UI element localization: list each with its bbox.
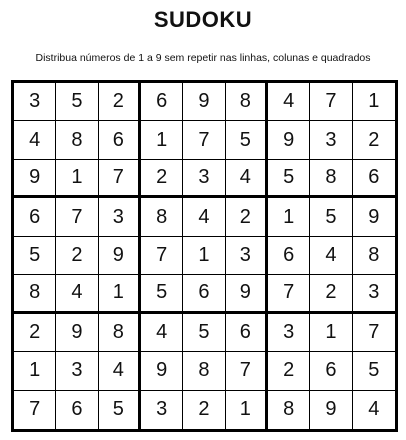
- sudoku-cell[interactable]: 6: [14, 198, 56, 236]
- sudoku-cell[interactable]: 6: [183, 275, 225, 313]
- sudoku-cell[interactable]: 9: [99, 237, 141, 275]
- sudoku-cell[interactable]: 9: [268, 121, 310, 159]
- sudoku-cell[interactable]: 2: [183, 391, 225, 429]
- sudoku-cell[interactable]: 6: [268, 237, 310, 275]
- sudoku-cell[interactable]: 1: [226, 391, 268, 429]
- sudoku-cell[interactable]: 6: [226, 314, 268, 352]
- sudoku-cell[interactable]: 1: [141, 121, 183, 159]
- sudoku-cell[interactable]: 7: [14, 391, 56, 429]
- sudoku-cell[interactable]: 8: [226, 83, 268, 121]
- sudoku-cell[interactable]: 3: [226, 237, 268, 275]
- sudoku-cell[interactable]: 3: [353, 275, 395, 313]
- sudoku-cell[interactable]: 2: [353, 121, 395, 159]
- sudoku-cell[interactable]: 5: [141, 275, 183, 313]
- sudoku-cell[interactable]: 5: [99, 391, 141, 429]
- sudoku-cell[interactable]: 7: [226, 352, 268, 390]
- sudoku-cell[interactable]: 8: [56, 121, 98, 159]
- sudoku-cell[interactable]: 7: [310, 83, 352, 121]
- sudoku-cell[interactable]: 5: [56, 83, 98, 121]
- sudoku-cell[interactable]: 4: [14, 121, 56, 159]
- sudoku-cell[interactable]: 8: [268, 391, 310, 429]
- sudoku-cell[interactable]: 1: [56, 160, 98, 198]
- sudoku-cell[interactable]: 4: [226, 160, 268, 198]
- sudoku-cell[interactable]: 3: [268, 314, 310, 352]
- sudoku-cell[interactable]: 6: [56, 391, 98, 429]
- sudoku-cell[interactable]: 9: [183, 83, 225, 121]
- sudoku-cell[interactable]: 8: [183, 352, 225, 390]
- sudoku-cell[interactable]: 9: [226, 275, 268, 313]
- sudoku-cell[interactable]: 6: [353, 160, 395, 198]
- sudoku-cell[interactable]: 4: [99, 352, 141, 390]
- page-title: SUDOKU: [153, 7, 253, 32]
- sudoku-cell[interactable]: 7: [99, 160, 141, 198]
- sudoku-cell[interactable]: 4: [268, 83, 310, 121]
- sudoku-cell[interactable]: 1: [99, 275, 141, 313]
- sudoku-cell[interactable]: 8: [99, 314, 141, 352]
- sudoku-cell[interactable]: 4: [141, 314, 183, 352]
- sudoku-cell[interactable]: 3: [183, 160, 225, 198]
- sudoku-grid: [11, 80, 398, 432]
- sudoku-cell[interactable]: 4: [310, 237, 352, 275]
- sudoku-cell[interactable]: 1: [14, 352, 56, 390]
- sudoku-cell[interactable]: 1: [183, 237, 225, 275]
- sudoku-cell[interactable]: 2: [226, 198, 268, 236]
- sudoku-cell[interactable]: 8: [310, 160, 352, 198]
- sudoku-cell[interactable]: 6: [141, 83, 183, 121]
- sudoku-cell[interactable]: 3: [99, 198, 141, 236]
- sudoku-cell[interactable]: 1: [310, 314, 352, 352]
- sudoku-cell[interactable]: 7: [56, 198, 98, 236]
- sudoku-cell[interactable]: 1: [353, 83, 395, 121]
- sudoku-cell[interactable]: 9: [56, 314, 98, 352]
- sudoku-cell[interactable]: 6: [310, 352, 352, 390]
- sudoku-cell[interactable]: 4: [183, 198, 225, 236]
- sudoku-cell[interactable]: 8: [353, 237, 395, 275]
- sudoku-cell[interactable]: 9: [14, 160, 56, 198]
- sudoku-cell[interactable]: 7: [141, 237, 183, 275]
- sudoku-cell[interactable]: 9: [310, 391, 352, 429]
- sudoku-cell[interactable]: 9: [141, 352, 183, 390]
- sudoku-cell[interactable]: 5: [183, 314, 225, 352]
- sudoku-cell[interactable]: 5: [14, 237, 56, 275]
- sudoku-cell[interactable]: 7: [353, 314, 395, 352]
- sudoku-cell[interactable]: 1: [268, 198, 310, 236]
- sudoku-cell[interactable]: 4: [368, 398, 380, 421]
- sudoku-cell[interactable]: 2: [99, 83, 141, 121]
- sudoku-cell[interactable]: 2: [56, 237, 98, 275]
- sudoku-cell[interactable]: 5: [310, 198, 352, 236]
- sudoku-cell[interactable]: 3: [310, 121, 352, 159]
- sudoku-cell[interactable]: 6: [99, 121, 141, 159]
- sudoku-cell[interactable]: 7: [183, 121, 225, 159]
- sudoku-cell[interactable]: 5: [268, 160, 310, 198]
- sudoku-cell[interactable]: 8: [141, 198, 183, 236]
- sudoku-cell[interactable]: 2: [14, 314, 56, 352]
- sudoku-cell[interactable]: 9: [353, 198, 395, 236]
- sudoku-cell[interactable]: 7: [268, 275, 310, 313]
- sudoku-cell[interactable]: 3: [56, 352, 98, 390]
- sudoku-cell[interactable]: 4: [56, 275, 98, 313]
- instructions-text: Distribua números de 1 a 9 sem repetir nas linhas, colunas e quadrados: [35, 52, 371, 64]
- sudoku-cell[interactable]: 5: [226, 121, 268, 159]
- sudoku-cell[interactable]: 2: [141, 160, 183, 198]
- sudoku-cell[interactable]: 2: [268, 352, 310, 390]
- sudoku-cell[interactable]: 3: [14, 83, 56, 121]
- sudoku-cell[interactable]: 8: [14, 275, 56, 313]
- sudoku-cell[interactable]: 3: [141, 391, 183, 429]
- sudoku-cell[interactable]: 2: [310, 275, 352, 313]
- sudoku-cell[interactable]: 5: [353, 352, 395, 390]
